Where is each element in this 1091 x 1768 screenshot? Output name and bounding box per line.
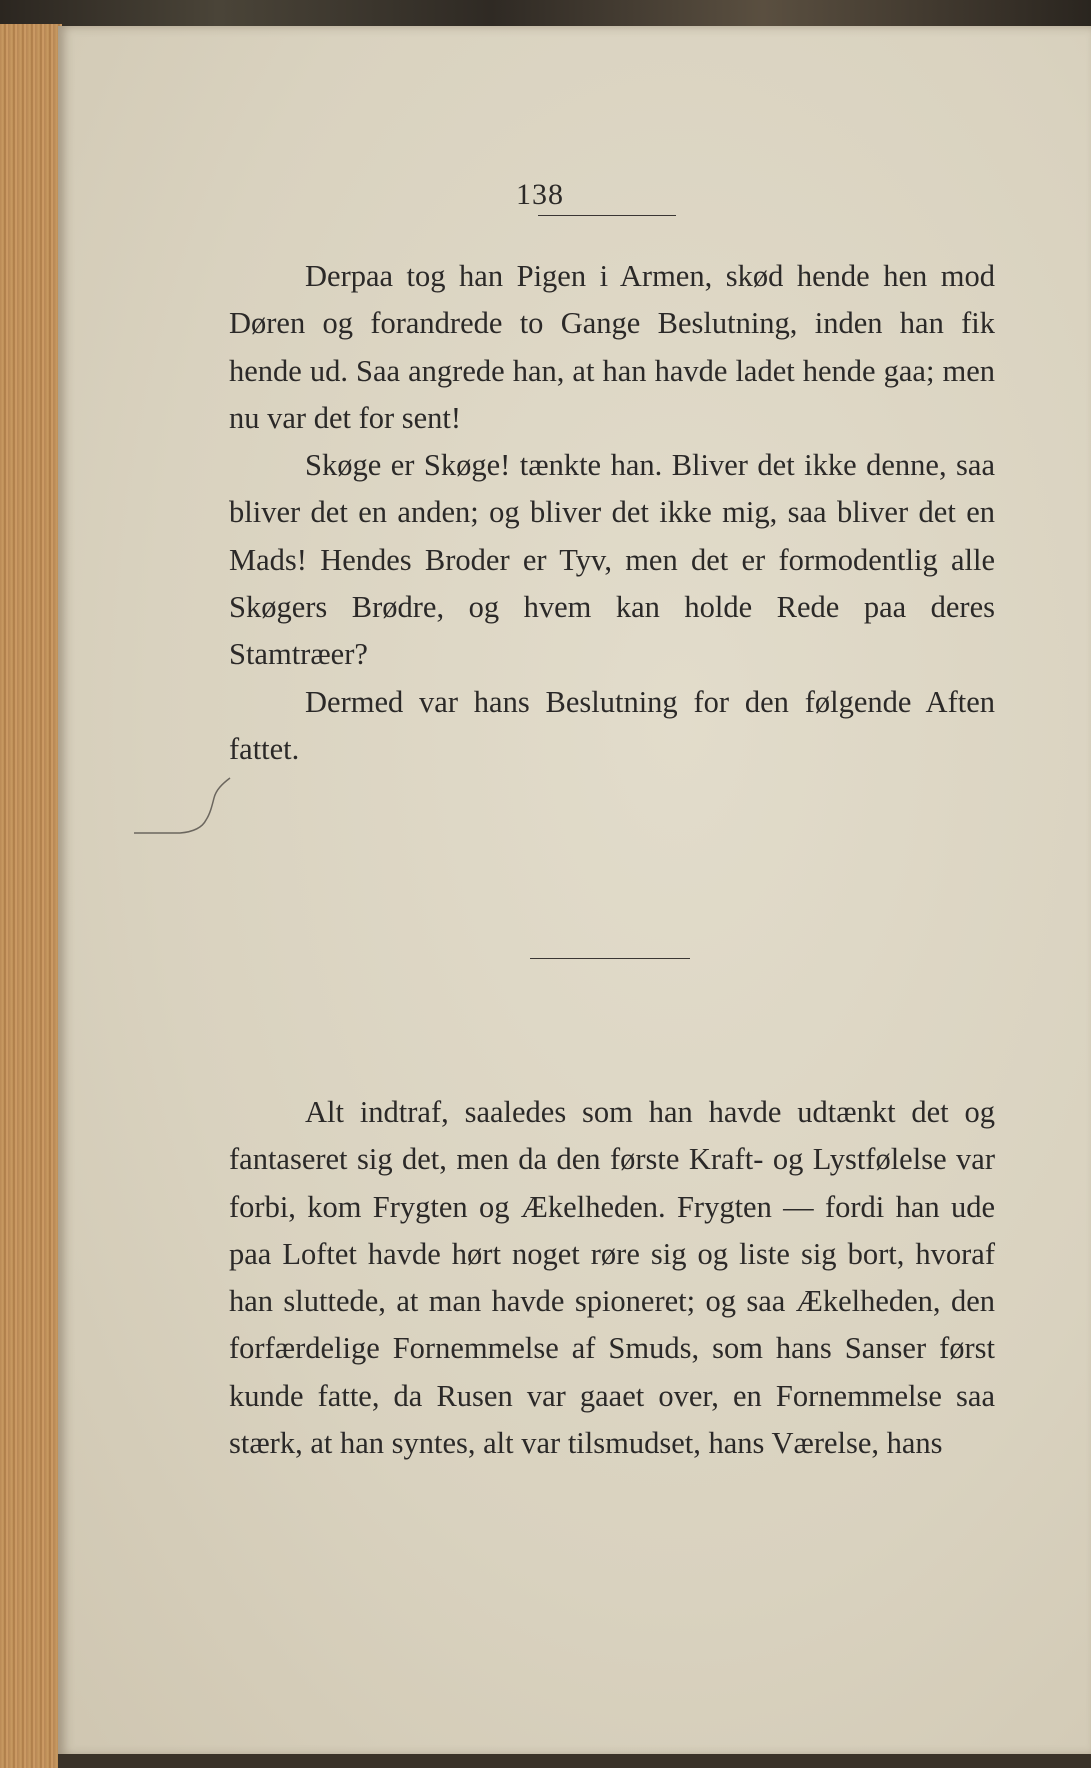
paragraph: Alt indtraf, saaledes som han havde udtænkt det og fantaseret sig det, men da den første Kraft- og Lystfølelse var forbi, kom Frygten og Ækelheden. Frygten — fordi han ude paa Loftet havde hørt noget røre sig og liste sig bort, hvoraf han sluttede, at man havde spioneret; og saa Ækelheden, den forfærdelige Fornemmelse af Smuds, som hans Sanser først kunde fatte, da Rusen var gaaet over, en Fornemmelse saa stærk, at han syntes, alt var tilsmudset, hans Værelse, hans [229,1095,995,1461]
page-block-edge [0,24,62,1768]
page-number-rule [538,215,676,216]
text-block-1 [229,253,995,773]
page-number: 138 [516,178,564,211]
paragraph: Derpaa tog han Pigen i Armen, skød hende hen mod Døren og forandrede to Gange Beslutning, inden han fik hende ud. Saa angrede han, at han havde ladet hende gaa; men nu var det for sent! [229,259,995,435]
book-bottom-edge [58,1754,1091,1768]
pencil-margin-mark [130,776,240,856]
section-divider [530,958,690,959]
paragraph: Skøge er Skøge! tænkte han. Bliver det ikke denne, saa bliver det en anden; og bliver det ikke mig, saa bliver det en Mads! Hendes Broder er Tyv, men det er formodentlig alle Skøgers Brødre, og hvem kan holde Rede paa deres Stamtræer? [229,448,995,672]
paragraph: Dermed var hans Beslutning for den følgende Aften fattet. [229,684,995,766]
text-block-2 [229,1089,995,1467]
